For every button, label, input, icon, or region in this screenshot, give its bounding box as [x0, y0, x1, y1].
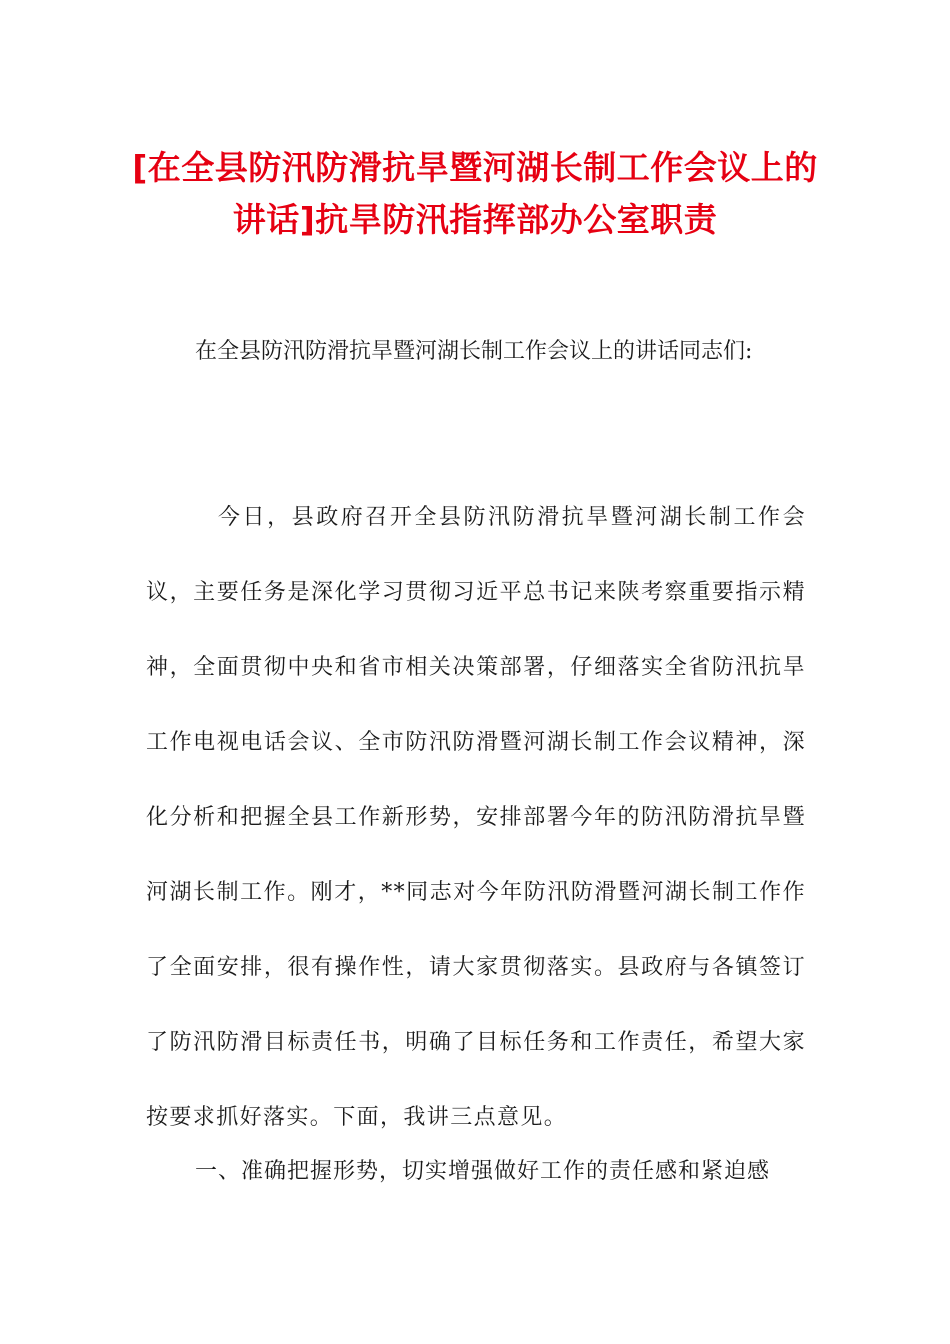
opening-paragraph: 今日，县政府召开全县防汛防滑抗旱暨河湖长制工作会议，主要任务是深化学习贯彻习近平总书记来陕考察重要指示精神，全面贯彻中央和省市相关决策部署，仔细落实全省防汛抗旱工作电视电话会议、全市防汛防滑暨河湖长制工作会议精神，深化分析和把握全县工作新形势，安排部署今年的防汛防滑抗旱暨河湖长制工作。刚才，**同志对今年防汛防滑暨河湖长制工作作了全面安排，很有操作性，请大家贯彻落实。县政府与各镇签订了防汛防滑目标责任书，明确了目标任务和工作责任，希望大家按要求抓好落实。下面，我讲三点意见。 [146, 505, 806, 1130]
document-title: [在全县防汛防滑抗旱暨河湖长制工作会议上的讲话]抗旱防汛指挥部办公室职责 [132, 148, 818, 239]
section-heading-1: 一、准确把握形势，切实增强做好工作的责任感和紧迫感 [195, 1159, 771, 1184]
speech-greeting: 在全县防汛防滑抗旱暨河湖长制工作会议上的讲话同志们: [195, 339, 753, 364]
